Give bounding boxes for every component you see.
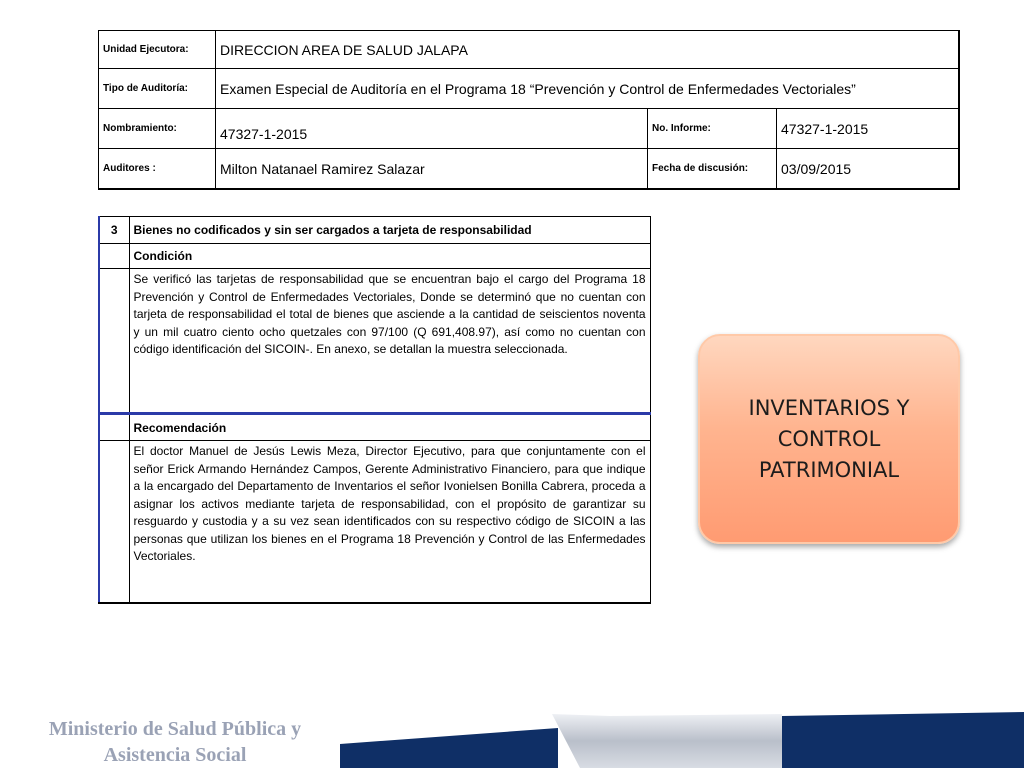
ministry-name — [10, 716, 340, 768]
callout-line3: PATRIMONIAL — [758, 457, 900, 482]
finding-title: Bienes no codificados y sin ser cargados a tarjeta de responsabilidad — [129, 217, 650, 244]
informe-value: 47327-1-2015 — [777, 109, 959, 149]
condicion-body-number-cell — [99, 269, 129, 414]
unidad-label: Unidad Ejecutora: — [99, 31, 216, 69]
auditores-value: Milton Natanael Ramirez Salazar — [216, 149, 648, 189]
condicion-number-cell — [99, 244, 129, 269]
fecha-value: 03/09/2015 — [777, 149, 959, 189]
ministry-line2: Asistencia Social — [103, 744, 247, 766]
finding-number: 3 — [99, 217, 129, 244]
callout-line2: CONTROL — [777, 426, 881, 451]
condicion-text: Se verificó las tarjetas de responsabilidad que se encuentran bajo el cargo del Programa 18 Prevención y Control de Enfermedades Vectoriales, Donde se determinó que no cuentan con tarjeta de responsabilidad el total de bienes que asciende a la cantidad de seiscientos noventa y un mil cuatro ciento ocho quetzales con 97/100 (Q 691,408.97), así como no cuentan con código identificación del SICOIN-. En anexo, se detallan la muestra seleccionada. — [129, 269, 650, 414]
callout-text — [749, 393, 910, 486]
condicion-label: Condición — [129, 244, 650, 269]
informe-label: No. Informe: — [648, 109, 777, 149]
finding-table — [98, 216, 651, 604]
nombramiento-value: 47327-1-2015 — [216, 109, 648, 149]
footer-silver-ribbon — [552, 714, 782, 768]
audit-header-table — [98, 30, 960, 190]
recomendacion-body-number-cell — [99, 441, 129, 603]
unidad-value: DIRECCION AREA DE SALUD JALAPA — [216, 31, 959, 69]
ministry-line1: Ministerio de Salud Pública y — [48, 718, 302, 740]
footer-navy-bar-left — [340, 728, 558, 768]
inventarios-callout — [698, 334, 960, 544]
auditores-label: Auditores : — [99, 149, 216, 189]
tipo-value: Examen Especial de Auditoría en el Programa 18 “Prevención y Control de Enfermedades Vectoriales” — [216, 69, 959, 109]
callout-line1: INVENTARIOS Y — [748, 395, 910, 420]
fecha-label: Fecha de discusión: — [648, 149, 777, 189]
tipo-label: Tipo de Auditoría: — [99, 69, 216, 109]
recomendacion-text: El doctor Manuel de Jesús Lewis Meza, Director Ejecutivo, para que conjuntamente con el señor Erick Armando Hernández Campos, Gerente Administrativo Financiero, para que indique a la encargado del Departamento de Inventarios el señor Ivonielsen Bonilla Cabrera, proceda a asignar los activos mediante tarjeta de responsabilidad, con el propósito de garantizar su resguardo y custodia y a su vez sean identificados con su respectivo código de SICOIN a las personas que utilizan los bienes en el Programa 18 Prevención y Control de las Enfermedades Vectoriales. — [129, 441, 650, 603]
recomendacion-label: Recomendación — [129, 414, 650, 441]
nombramiento-label: Nombramiento: — [99, 109, 216, 149]
footer-navy-bar-right — [782, 712, 1024, 768]
recomendacion-number-cell — [99, 414, 129, 441]
